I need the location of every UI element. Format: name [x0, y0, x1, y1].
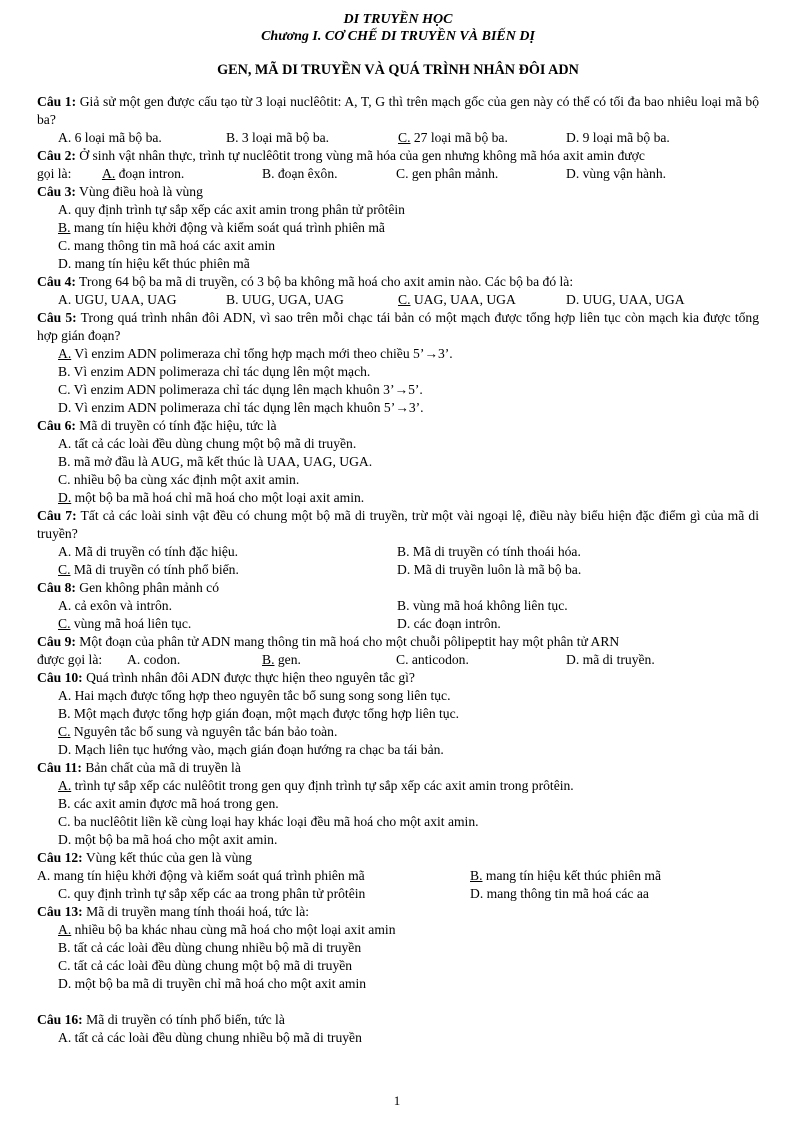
question-stem	[37, 147, 759, 165]
option-d: D. 9 loại mã bộ ba.	[566, 130, 670, 145]
option-d: D. một bộ ba mã hoá cho một axit amin.	[58, 832, 278, 847]
question-stem	[37, 903, 759, 921]
option-c: C. Mã di truyền có tính phổ biến.	[58, 562, 239, 577]
correct-answer-letter: A.	[102, 166, 116, 181]
question-text: Vùng điều hoà là vùng	[75, 184, 203, 199]
option-a: A. tất cả các loài đều dùng chung một bộ mã di truyền.	[58, 436, 357, 451]
answer-options	[37, 651, 759, 669]
option-c: C. ba nuclêôtit liền kề cùng loại hay khác loại đều mã hoá cho một axit amin.	[58, 814, 479, 829]
question-label: Câu 11:	[37, 760, 82, 775]
question-text: Mã di truyền có tính đặc hiệu, tức là	[75, 418, 277, 433]
question-5	[37, 309, 759, 417]
option-a: A. Vì enzim ADN polimeraza chỉ tổng hợp mạch mới theo chiều 5’→3’.	[58, 346, 453, 361]
option-b: B. các axit amin đựơc mã hoá trong gen.	[58, 796, 279, 811]
option-c: C. anticodon.	[396, 652, 469, 667]
option-a: A. Hai mạch được tổng hợp theo nguyên tắc bổ sung song song liên tục.	[58, 688, 451, 703]
option-c: C. nhiều bộ ba cùng xác định một axit amin.	[58, 472, 300, 487]
answer-options	[37, 165, 759, 183]
question-stem	[37, 507, 759, 543]
question-label: Câu 7:	[37, 508, 77, 523]
option-a: A. cả exôn và intrôn.	[58, 598, 173, 613]
correct-answer-letter: D.	[58, 490, 72, 505]
option-b: B. đoạn êxôn.	[262, 166, 338, 181]
question-text: Mã di truyền có tính phổ biến, tức là	[82, 1012, 285, 1027]
answer-options	[37, 597, 759, 615]
question-text: Quá trình nhân đôi ADN được thực hiện theo nguyên tắc gì?	[82, 670, 415, 685]
option-a: A. quy định trình tự sắp xếp các axit amin trong phân tử prôtêin	[58, 202, 405, 217]
question-2	[37, 147, 759, 183]
question-stem	[37, 93, 759, 129]
question-text: Một đoạn của phân tử ADN mang thông tin mã hoá cho một chuỗi pôlipeptit hay một phân tử ARN	[75, 634, 620, 649]
question-10	[37, 669, 759, 759]
option-c: C. gen phân mảnh.	[396, 166, 499, 181]
question-12	[37, 849, 759, 903]
answer-options	[37, 867, 759, 885]
option-d: D. Mạch liên tục hướng vào, mạch gián đoạn hướng ra chạc ba tái bản.	[58, 742, 444, 757]
question-text: Ở sinh vật nhân thực, trình tự nuclêôtit trong vùng mã hóa của gen nhưng không mã hóa axit amin được	[75, 148, 645, 163]
question-9	[37, 633, 759, 669]
question-label: Câu 4:	[37, 274, 76, 289]
option-b: B. vùng mã hoá không liên tục.	[397, 598, 568, 613]
question-stem	[37, 273, 759, 291]
question-text: Trong quá trình nhân đôi ADN, vì sao trên mỗi chạc tái bản có một mạch được tổng hợp liên tục còn mạch kia được tổng hợp gián đoạn?	[37, 310, 759, 343]
question-stem	[37, 309, 759, 345]
option-c: C. 27 loại mã bộ ba.	[398, 130, 508, 145]
correct-answer-letter: C.	[398, 130, 411, 145]
option-b: B. Mã di truyền có tính thoái hóa.	[397, 544, 581, 559]
option-b: B. UUG, UGA, UAG	[226, 292, 344, 307]
question-11	[37, 759, 759, 849]
document-page	[37, 11, 759, 1047]
question-text: Bản chất của mã di truyền là	[81, 760, 241, 775]
option-b: B. Vì enzim ADN polimeraza chỉ tác dụng lên một mạch.	[58, 364, 371, 379]
question-8	[37, 579, 759, 633]
option-a: A. codon.	[127, 652, 181, 667]
question-stem	[37, 417, 759, 435]
correct-answer-letter: A.	[58, 778, 72, 793]
question-text-cont: được gọi là:	[37, 652, 103, 667]
question-stem	[37, 183, 759, 201]
question-text: Trong 64 bộ ba mã di truyền, có 3 bộ ba không mã hoá cho axit amin nào. Các bộ ba đó là:	[75, 274, 574, 289]
question-1	[37, 93, 759, 147]
option-a: A. Mã di truyền có tính đặc hiệu.	[58, 544, 239, 559]
question-stem	[37, 633, 759, 651]
question-stem	[37, 1011, 759, 1029]
option-b: B. Một mạch được tổng hợp gián đoạn, một mạch được tổng hợp liên tục.	[58, 706, 460, 721]
option-a: A. trình tự sắp xếp các nulêôtit trong gen quy định trình tự sắp xếp các axit amin trong prôtêin.	[58, 778, 574, 793]
option-a: A. tất cả các loài đều dùng chung nhiều bộ mã di truyền	[58, 1030, 362, 1045]
option-c: C. UAG, UAA, UGA	[398, 292, 516, 307]
option-a: A. UGU, UAA, UAG	[58, 292, 177, 307]
option-a: A. đoạn intron.	[102, 166, 185, 181]
section-title: GEN, MÃ DI TRUYỀN VÀ QUÁ TRÌNH NHÂN ĐÔI ADN	[217, 62, 579, 78]
correct-answer-letter: C.	[58, 616, 71, 631]
answer-options	[37, 543, 759, 561]
option-d: D. Vì enzim ADN polimeraza chỉ tác dụng lên mạch khuôn 5’→3’.	[58, 400, 424, 415]
option-c: C. mang thông tin mã hoá các axit amin	[58, 238, 276, 253]
document-title: DI TRUYỀN HỌC	[343, 12, 453, 27]
question-label: Câu 8:	[37, 580, 76, 595]
question-6	[37, 417, 759, 507]
question-stem	[37, 669, 759, 687]
page-number: 1	[393, 1093, 401, 1108]
answer-options	[37, 885, 759, 903]
question-16	[37, 1011, 759, 1047]
question-label: Câu 3:	[37, 184, 76, 199]
question-stem	[37, 849, 759, 867]
answer-options	[37, 561, 759, 579]
question-label: Câu 5:	[37, 310, 77, 325]
question-label: Câu 1:	[37, 94, 77, 109]
correct-answer-letter: B.	[262, 652, 275, 667]
question-text: Gen không phân mảnh có	[75, 580, 219, 595]
option-d: D. UUG, UAA, UGA	[566, 292, 685, 307]
correct-answer-letter: C.	[58, 724, 71, 739]
option-c: C. quy định trình tự sắp xếp các aa trong phân tử prôtêin	[58, 886, 366, 901]
answer-options	[37, 615, 759, 633]
option-c: C. tất cả các loài đều dùng chung một bộ mã di truyền	[58, 958, 353, 973]
option-c: C. Vì enzim ADN polimeraza chỉ tác dụng lên mạch khuôn 3’→5’.	[58, 382, 423, 397]
option-b: B. gen.	[262, 652, 301, 667]
option-d: D. vùng vận hành.	[566, 166, 667, 181]
chapter-title: Chương I. CƠ CHẾ DI TRUYỀN VÀ BIẾN DỊ	[261, 29, 535, 44]
question-3	[37, 183, 759, 273]
option-d: D. một bộ ba mã di truyền chỉ mã hoá cho một axit amin	[58, 976, 367, 991]
question-text: Mã di truyền mang tính thoái hoá, tức là:	[82, 904, 310, 919]
option-a: A. 6 loại mã bộ ba.	[58, 130, 162, 145]
question-label: Câu 13:	[37, 904, 83, 919]
option-d: D. mang thông tin mã hoá các aa	[470, 886, 649, 901]
option-b: B. mang tín hiệu kết thúc phiên mã	[470, 868, 662, 883]
question-label: Câu 12:	[37, 850, 83, 865]
option-c: C. Nguyên tắc bổ sung và nguyên tắc bán bảo toàn.	[58, 724, 338, 739]
question-text: Giả sử một gen được cấu tạo từ 3 loại nuclêôtit: A, T, G thì trên mạch gốc của gen này có thể có tối đa bao nhiêu loại mã bộ ba?	[37, 94, 759, 127]
question-label: Câu 6:	[37, 418, 76, 433]
correct-answer-letter: B.	[58, 220, 71, 235]
question-stem	[37, 579, 759, 597]
option-b: B. mang tín hiệu khởi động và kiểm soát quá trình phiên mã	[58, 220, 385, 235]
option-a: A. nhiều bộ ba khác nhau cùng mã hoá cho một loại axit amin	[58, 922, 396, 937]
correct-answer-letter: C.	[58, 562, 71, 577]
correct-answer-letter: A.	[58, 346, 72, 361]
question-label: Câu 10:	[37, 670, 83, 685]
question-13	[37, 903, 759, 993]
option-b: B. mã mở đầu là AUG, mã kết thúc là UAA, UAG, UGA.	[58, 454, 373, 469]
option-d: D. mang tín hiệu kết thúc phiên mã	[58, 256, 250, 271]
option-d: D. mã di truyền.	[566, 652, 655, 667]
answer-options	[37, 291, 759, 309]
option-d: D. các đoạn intrôn.	[397, 616, 501, 631]
option-d: D. một bộ ba mã hoá chỉ mã hoá cho một loại axit amin.	[58, 490, 365, 505]
correct-answer-letter: C.	[398, 292, 411, 307]
question-label: Câu 2:	[37, 148, 76, 163]
question-stem	[37, 759, 759, 777]
option-c: C. vùng mã hoá liên tục.	[58, 616, 192, 631]
question-text: Tất cả các loài sinh vật đều có chung một bộ mã di truyền, trừ một vài ngoại lệ, điều này biểu hiện đặc điểm gì của mã di truyền?	[37, 508, 759, 541]
answer-options	[37, 129, 759, 147]
question-7	[37, 507, 759, 579]
option-b: B. tất cả các loài đều dùng chung nhiều bộ mã di truyền	[58, 940, 362, 955]
correct-answer-letter: B.	[470, 868, 483, 883]
option-b: B. 3 loại mã bộ ba.	[226, 130, 330, 145]
option-a: A. mang tín hiệu khởi động và kiểm soát quá trình phiên mã	[37, 868, 365, 883]
question-text: Vùng kết thúc của gen là vùng	[82, 850, 252, 865]
question-label: Câu 9:	[37, 634, 76, 649]
option-d: D. Mã di truyền luôn là mã bộ ba.	[397, 562, 582, 577]
correct-answer-letter: A.	[58, 922, 72, 937]
question-label: Câu 16:	[37, 1012, 83, 1027]
question-4	[37, 273, 759, 309]
question-text-cont: gọi là:	[37, 166, 72, 181]
